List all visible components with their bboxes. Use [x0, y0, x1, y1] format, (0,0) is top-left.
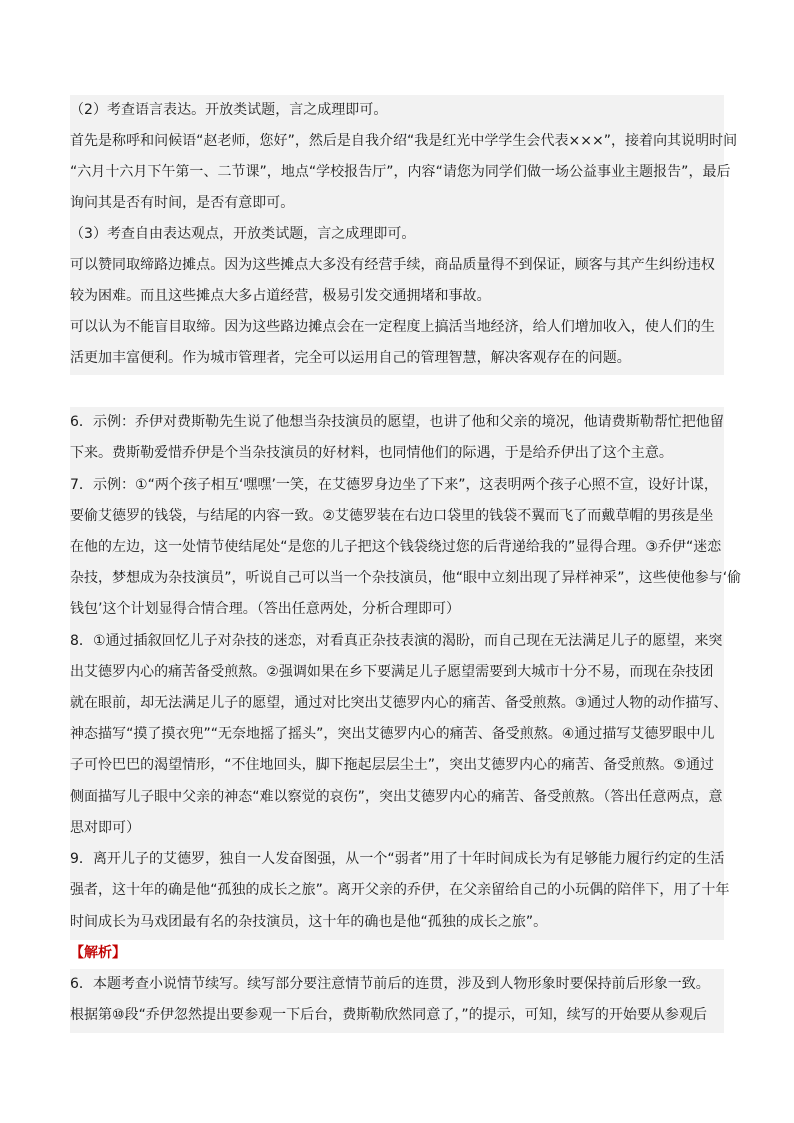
text-line: 6．示例：乔伊对费斯勒先生说了他想当杂技演员的愿望，也讲了他和父亲的境况，他请费斯勒帮忙把他留 [70, 414, 724, 430]
text-line: 6．本题考查小说情节续写。续写部分要注意情节前后的连贯，涉及到人物形象时要保持前后形象一致。 [70, 976, 710, 992]
text-line: 8．①通过插叙回忆儿子对杂技的迷恋，对看真正杂技表演的渴盼，而自己现在无法满足儿子的愿望，来突 [70, 633, 723, 649]
text-line: 出艾德罗内心的痛苦备受煎熬。②强调如果在乡下要满足儿子愿望需要到大城市十分不易，而现在杂技团 [70, 664, 714, 680]
text-line: 根据第⑩段“乔伊忽然提出要参观一下后台，费斯勒欣然同意了，”的提示，可知，续写的开始要从参观后 [70, 1007, 707, 1023]
text-line: 钱包’这个计划显得合情合理。（答出任意两处，分析合理即可） [70, 601, 461, 617]
text-line: 思对即可） [70, 820, 141, 836]
analysis-heading-row [70, 938, 724, 970]
text-line: 可以认为不能盲目取缔。因为这些路边摊点会在一定程度上搞活当地经济，给人们增加收入，使人们的生 [70, 319, 715, 335]
analysis-block [70, 969, 724, 1033]
text-line: 下来。费斯勒爱惜乔伊是个当杂技演员的好材料，也同情他们的际遇，于是给乔伊出了这个主意。 [70, 445, 673, 461]
text-line: “六月十六月下午第一、二节课”，地点“学校报告厅”，内容“请您为同学们做一场公益事业主题报告”，最后 [70, 164, 731, 180]
text-line: 在他的左边，这一处情节使结尾处“是您的儿子把这个钱袋绕过您的后背递给我的”显得合理。③乔伊“迷恋 [70, 539, 722, 555]
text-line: 就在眼前，却无法满足儿子的愿望，通过对比突出艾德罗内心的痛苦、备受煎熬。③通过人物的动作描写、 [70, 695, 728, 711]
text-line: （3）考查自由表达观点，开放类试题，言之成理即可。 [70, 226, 416, 242]
answer-block-story [70, 407, 742, 940]
text-line: 时间成长为马戏团最有名的杂技演员，这十年的确也是他“孤独的成长之旅”。 [70, 914, 548, 930]
text-line: （2）考查语言表达。开放类试题，言之成理即可。 [70, 102, 388, 118]
text-line: 活更加丰富便利。作为城市管理者，完全可以运用自己的管理智慧，解决客观存在的问题。 [70, 350, 631, 366]
text-line: 子可怜巴巴的渴望情形，“不住地回头，脚下拖起层层尘土”，突出艾德罗内心的痛苦、备受煎熬。⑤通过 [70, 757, 714, 773]
text-line: 杂技，梦想成为杂技演员”，听说自己可以当一个杂技演员，他“眼中立刻出现了异样神采”，这些使他参与‘偷 [70, 570, 742, 586]
text-line: 7．示例：①“两个孩子相互‘嘿嘿’一笑，在艾德罗身边坐了下来”，这表明两个孩子心照不宣，设好计谋， [70, 477, 718, 493]
text-line: 9．离开儿子的艾德罗，独自一人发奋图强，从一个“弱者”用了十年时间成长为有足够能力履行约定的生活 [70, 851, 725, 867]
text-line: 神态描写“摸了摸衣兜”“无奈地摇了摇头”，突出艾德罗内心的痛苦、备受煎熬。④通过描写艾德罗眼中儿 [70, 726, 715, 742]
text-line: 可以赞同取缔路边摊点。因为这些摊点大多没有经营手续，商品质量得不到保证，顾客与其产生纠纷违权 [70, 257, 715, 273]
text-line: 强者，这十年的确是他“孤独的成长之旅”。离开父亲的乔伊，在父亲留给自己的小玩偶的陪伴下，用了十年 [70, 882, 730, 898]
text-line: 询问其是否有时间，是否有意即可。 [70, 195, 295, 211]
text-line: 要偷艾德罗的钱袋，与结尾的内容一致。②艾德罗装在右边口袋里的钱袋不翼而飞了而戴草帽的男孩是坐 [70, 508, 714, 524]
answer-block-language [70, 95, 738, 375]
text-line: 较为困难。而且这些摊点大多占道经营，极易引发交通拥堵和事故。 [70, 288, 491, 304]
text-line: 首先是称呼和问候语“赵老师，您好”，然后是自我介绍“我是红光中学学生会代表×××”，接着向其说明时间 [70, 133, 738, 149]
text-line: 侧面描写儿子眼中父亲的神态“难以察觉的哀伤”，突出艾德罗内心的痛苦、备受煎熬。（答出任意两点，意 [70, 789, 723, 805]
analysis-heading: 【解析】 [70, 945, 127, 961]
